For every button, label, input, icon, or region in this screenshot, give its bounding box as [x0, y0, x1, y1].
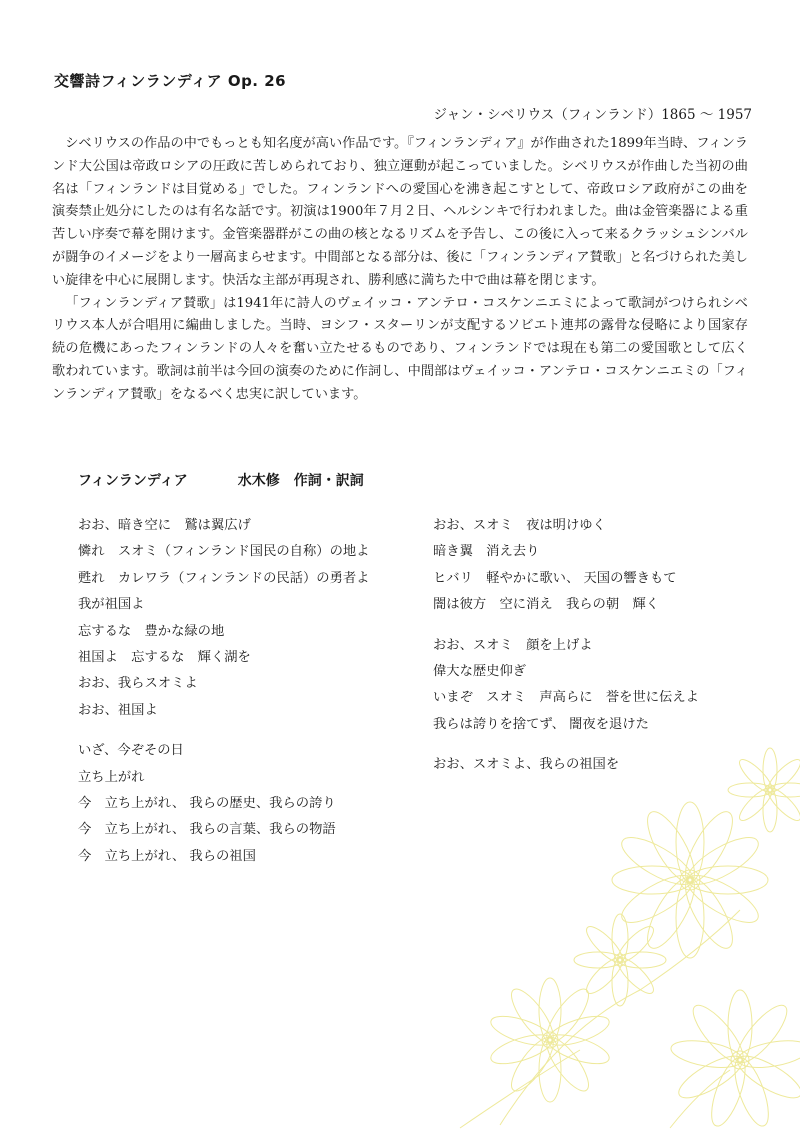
piece-title: 交響詩フィンランディア Op. 26 [54, 72, 287, 90]
lyric-line: 憐れ スオミ（フィンランド国民の自称）の地よ [78, 544, 370, 560]
lyric-line: 我が祖国よ [78, 597, 145, 613]
lyric-line: おお、祖国よ [78, 702, 158, 718]
lyric-line: おお、暗き空に 鷲は翼広げ [78, 518, 251, 533]
lyric-line: いまぞ スオミ 声高らに 誉を世に伝えよ [433, 690, 699, 706]
lyrics-heading [78, 470, 364, 490]
lyrics-left-column [78, 516, 369, 887]
lyric-line: おお、スオミ 顔を上げよ [433, 637, 593, 653]
lyric-line: おお、スオミ 夜は明けゆく [433, 518, 606, 533]
lyric-line: 忘するな 豊かな緑の地 [78, 623, 225, 639]
lyric-line: いざ、今ぞその日 [78, 743, 184, 759]
lyric-line: 今 立ち上がれ、 我らの言葉、我らの物語 [78, 822, 336, 838]
notes-paragraph-1: シベリウスの作品の中でもっとも知名度が高い作品です。『フィンランディア』が作曲された1899年当時、フィンランド大公国は帝政ロシアの圧政に苦しめられており、独立運動が起こっていました。シベリウスが作曲した当初の曲名は「フィンランドは目覚める」でした。フィンランドへの愛国心を沸き起こすとして、帝政ロシア政府がこの曲を演奏禁止処分にしたのは有名な話です。初演は1900年７月２日、ヘルシンキで行われました。曲は金管楽器による重苦しい序奏で幕を開けます。金管楽器群がこの曲の核となるリズムを予告し、この後に入って来るクラッシュシンバルが闘争のイメージをより一層高まらせます。中間部となる部分は、後に「フィンランディア賛歌」と名づけられた美しい旋律を中心に展開します。快活な主部が再現され、勝利感に満ちた中で曲は幕を閉じます。 [52, 136, 748, 288]
lyric-line: おお、我らスオミよ [78, 676, 198, 692]
lyric-line: 偉大な歴史仰ぎ [433, 663, 527, 679]
composer-credit: ジャン・シベリウス（フィンランド）1865 〜 1957 [433, 107, 752, 123]
lyrics-title: フィンランディア [78, 473, 188, 489]
notes-paragraph-2: 「フィンランディア賛歌」は1941年に詩人のヴェイッコ・アンテロ・コスケンニエミによって歌詞がつけられシベリウス本人が合唱用に編曲しました。当時、ヨシフ・スターリンが支配するソビエト連邦の露骨な侵略により国家存続の危機にあったフィンランドの人々を奮い立たせるものであり、フィンランドでは現在も第二の愛国歌として広く歌われています。歌詞は前半は今回の演奏のために作詞し、中間部はヴェイッコ・アンテロ・コスケンニエミの「フィンランディア賛歌」をなるべく忠実に訳しています。 [52, 295, 748, 402]
flower-outline-icon [440, 730, 800, 1130]
lyrics-credit: 水木修 作詞・訳詞 [237, 473, 364, 489]
stanza [78, 741, 369, 873]
lyric-line: おお、スオミよ、我らの祖国を [433, 757, 620, 773]
lyric-line: 暗き翼 消え去り [433, 544, 540, 560]
program-notes [52, 133, 748, 407]
lyric-line: 闇は彼方 空に消え 我らの朝 輝く [433, 597, 660, 613]
lyric-line: 甦れ カレワラ（フィンランドの民話）の勇者よ [78, 570, 370, 586]
stanza [433, 636, 699, 742]
lyric-line: 立ち上がれ [78, 769, 145, 785]
lyric-line: 今 立ち上がれ、 我らの祖国 [78, 848, 256, 864]
lyric-line: 今 立ち上がれ、 我らの歴史、我らの誇り [78, 795, 336, 811]
lyric-line: 祖国よ 忘するな 輝く湖を [78, 649, 251, 665]
stanza [433, 516, 699, 622]
stanza [78, 516, 369, 727]
lyric-line: 我らは誇りを捨てず、 闇夜を退けた [433, 716, 649, 732]
lyric-line: ヒバリ 軽やかに歌い、 天国の響きもて [433, 570, 677, 586]
